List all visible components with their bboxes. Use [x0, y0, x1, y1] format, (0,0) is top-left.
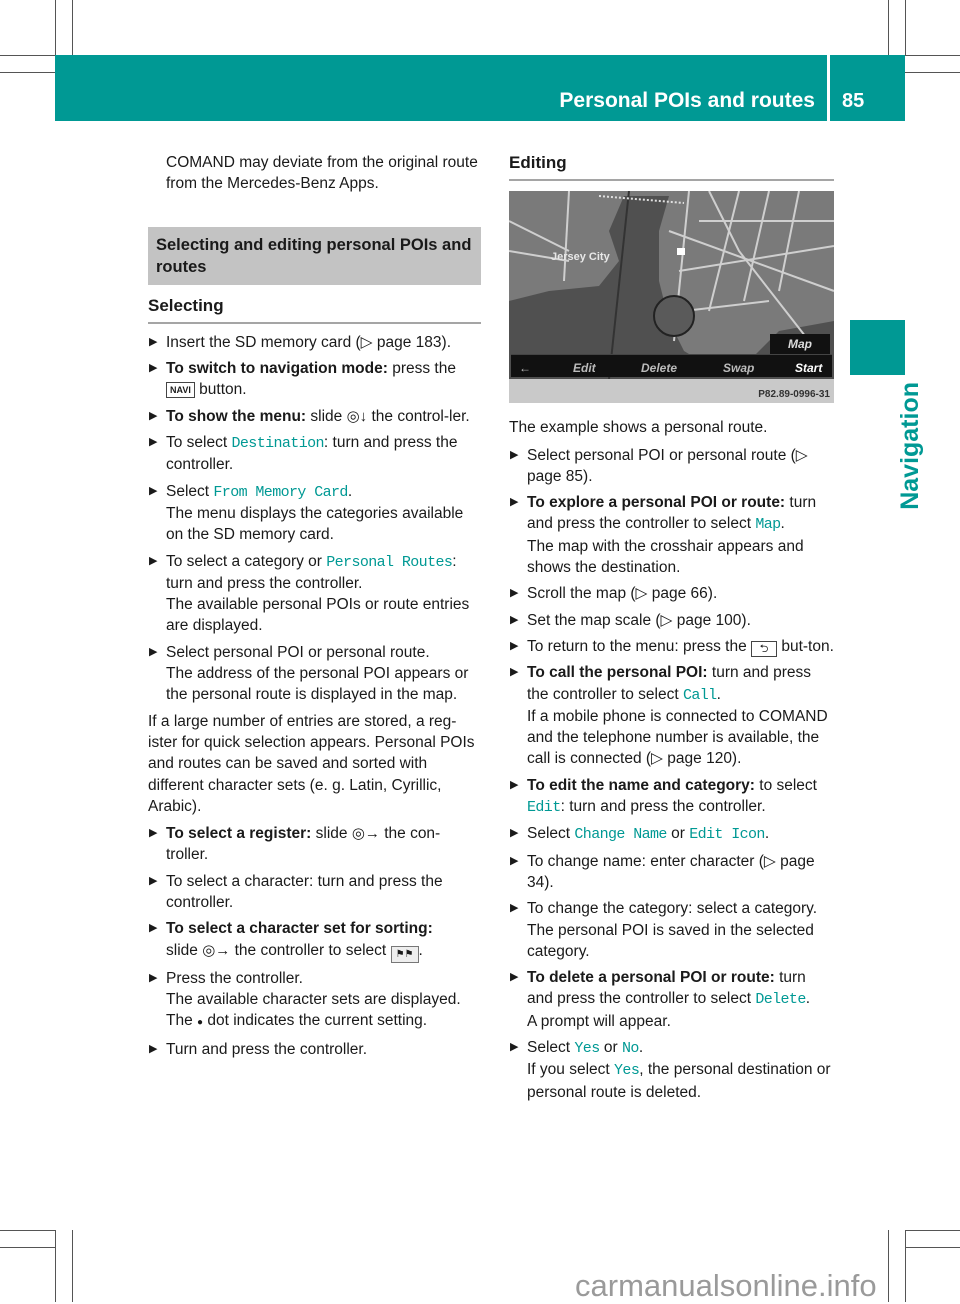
bullet-arrow-icon: ▶	[510, 827, 519, 840]
step: ▶ To return to the menu: press the ⮌ but-ton.	[509, 636, 834, 657]
controller-slide-right-icon: ◎→	[351, 825, 380, 843]
step: ▶ Select From Memory Card. The menu displays the categories available on the SD memory card.	[149, 482, 464, 544]
figure-footer	[509, 379, 834, 403]
step: ▶ To switch to navigation mode: press the NAVI button.	[149, 360, 456, 399]
subsection-selecting: Selecting	[148, 295, 481, 324]
step: ▶ Insert the SD memory card (▷ page 183).	[148, 332, 481, 353]
page-title: Personal POIs and routes	[559, 89, 815, 112]
step: ▶ Scroll the map (▷ page 66).	[509, 583, 834, 604]
back-key-icon: ⮌	[751, 641, 777, 657]
ui-term: Destination	[231, 435, 324, 453]
subsection-editing: Editing	[509, 152, 834, 181]
ui-term: Edit Icon	[689, 826, 765, 844]
intro-text: COMAND may deviate from the original route from the Mercedes-Benz Apps.	[166, 154, 478, 193]
step: ▶ Select Change Name or Edit Icon.	[510, 825, 770, 844]
ui-term: Edit	[527, 799, 561, 817]
bullet-arrow-icon: ▶	[149, 645, 158, 658]
swap-button[interactable]: Swap	[723, 361, 755, 376]
step: ▶ To select a category or Personal Routes: turn and press the controller. The available personal POIs or route entries are displayed.	[149, 552, 470, 635]
bullet-arrow-icon: ▶	[510, 587, 519, 600]
bullet-arrow-icon: ▶	[510, 902, 519, 915]
start-button[interactable]: Start	[795, 361, 823, 376]
bullet-arrow-icon: ▶	[510, 496, 519, 509]
bullet-arrow-icon: ▶	[510, 448, 519, 461]
crop-mark	[888, 1230, 906, 1302]
bullet-arrow-icon: ▶	[149, 1042, 158, 1055]
map-menu-bar	[511, 354, 832, 377]
step: ▶ Select personal POI or personal route (▷ page 85).	[510, 446, 808, 485]
step: ▶ To select a character set for sorting: slide ◎→ the controller to select ⚑⚑ .	[148, 918, 481, 962]
bullet-arrow-icon: ▶	[149, 409, 158, 422]
step: ▶ To edit the name and category: to select Edit: turn and press the controller.	[510, 776, 817, 817]
right-column	[509, 152, 834, 1108]
edit-button[interactable]: Edit	[573, 361, 596, 376]
step: ▶ To select a register: slide ◎→ the con-troller.	[149, 825, 441, 864]
bullet-arrow-icon: ▶	[149, 484, 158, 497]
crop-mark	[0, 1230, 55, 1248]
ui-term: Personal Routes	[326, 553, 453, 571]
dot-icon: ●	[197, 1017, 204, 1029]
step: ▶ To change name: enter character (▷ page 34).	[510, 852, 815, 891]
map-screenshot	[509, 191, 834, 379]
ui-term: Yes	[574, 1040, 600, 1058]
navi-key-icon: NAVI	[166, 382, 195, 398]
step: ▶ Turn and press the controller.	[148, 1039, 481, 1060]
page-number-box	[830, 55, 905, 121]
bullet-arrow-icon: ▶	[510, 854, 519, 867]
watermark: carmanualsonline.info	[575, 1268, 877, 1303]
crop-mark	[905, 1230, 960, 1248]
bullet-arrow-icon: ▶	[149, 362, 158, 375]
ui-term: No	[622, 1040, 639, 1058]
ui-term: Delete	[755, 991, 806, 1009]
crop-mark	[0, 55, 55, 73]
section-title: Selecting and editing personal POIs and routes	[148, 227, 481, 285]
map-city-label: Jersey City	[551, 251, 610, 264]
step: ▶ To explore a personal POI or route: turn and press the controller to select Map. The map with the crosshair appears and shows the destination.	[510, 494, 817, 577]
step: ▶ Set the map scale (▷ page 100).	[509, 610, 834, 631]
page-number: 85	[842, 90, 865, 112]
step: ▶ To change the category: select a category. The personal POI is saved in the selected category.	[510, 900, 818, 960]
character-set-flag-icon: ⚑⚑	[391, 946, 419, 963]
step: ▶ To select Destination: turn and press the controller.	[149, 434, 458, 474]
bullet-arrow-icon: ▶	[149, 971, 158, 984]
header-bar	[55, 55, 827, 121]
bullet-arrow-icon: ▶	[149, 436, 158, 449]
bullet-arrow-icon: ▶	[510, 613, 519, 626]
controller-slide-right-icon: ◎→	[202, 941, 231, 959]
ui-term: Yes	[614, 1062, 640, 1080]
step: ▶ To select a character: turn and press the controller.	[149, 872, 443, 912]
bullet-arrow-icon: ▶	[510, 1041, 519, 1054]
figure-caption: The example shows a personal route.	[509, 419, 768, 437]
bullet-arrow-icon: ▶	[510, 971, 519, 984]
ui-term: Call	[682, 686, 717, 704]
crop-mark	[55, 1230, 73, 1302]
ui-term: Change Name	[574, 826, 667, 844]
chapter-label: Navigation	[896, 382, 924, 510]
map-button[interactable]: Map	[770, 334, 830, 354]
controller-slide-down-icon: ◎↓	[346, 407, 368, 425]
step: ▶ Select Yes or No. If you select Yes, the personal destination or personal route is deleted.	[510, 1039, 831, 1101]
figure-code: P82.89-0996-31	[758, 389, 830, 401]
bullet-arrow-icon: ▶	[510, 778, 519, 791]
bullet-arrow-icon: ▶	[149, 874, 158, 887]
bullet-arrow-icon: ▶	[149, 922, 158, 935]
step: ▶ To show the menu: slide ◎↓ the control-ler.	[148, 406, 481, 427]
map-figure	[509, 191, 834, 403]
ui-term: Map	[755, 516, 781, 534]
bullet-arrow-icon: ▶	[510, 639, 519, 652]
paragraph: If a large number of entries are stored, a reg-ister for quick selection appears. Personal POIs and routes can be saved and sorted with different character sets (e. g. Latin, Cyrillic, Arabic).	[148, 712, 475, 815]
bullet-arrow-icon: ▶	[149, 827, 158, 840]
step: ▶ Select personal POI or personal route. The address of the personal POI appears or the personal route is displayed in the map.	[149, 643, 469, 704]
bullet-arrow-icon: ▶	[510, 666, 519, 679]
back-button[interactable]: ←	[519, 361, 531, 376]
delete-button[interactable]: Delete	[641, 361, 678, 376]
step: ▶ To delete a personal POI or route: turn and press the controller to select Delete. A prompt will appear.	[510, 969, 811, 1030]
chapter-tab	[850, 320, 905, 375]
crop-mark	[905, 55, 960, 73]
ui-term: From Memory Card	[213, 483, 348, 501]
step: ▶ Press the controller. The available character sets are displayed. The ● dot indicates the current setting.	[149, 969, 461, 1030]
left-column	[148, 152, 481, 1065]
bullet-arrow-icon: ▶	[149, 554, 158, 567]
crop-mark	[888, 0, 906, 55]
step: ▶ To call the personal POI: turn and press the controller to select Call. If a mobile phone is connected to COMAND and the telephone number is available, the call is connected (▷ page 120).	[510, 664, 828, 768]
bullet-arrow-icon: ▶	[149, 335, 158, 348]
crop-mark	[55, 0, 73, 55]
